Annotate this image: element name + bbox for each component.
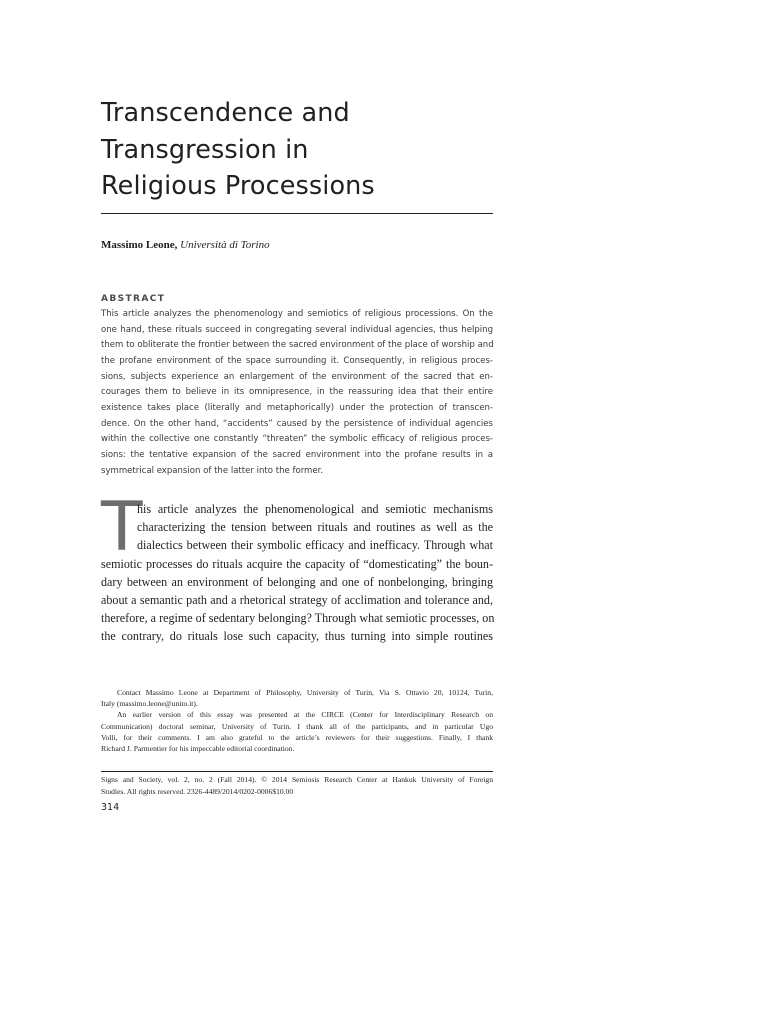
body-line: dary between an environment of belonging and one of nonbelonging, bringing — [101, 574, 493, 589]
citation-line: Studies. All rights reserved. 2326-4489/2014/0202-0006$10.00 — [101, 787, 294, 797]
abstract-line: This article analyzes the phenomenology and semiotics of religious processions. On the — [101, 309, 493, 319]
body-line: semiotic processes do rituals acquire the capacity of “domesticating” the boun- — [101, 556, 493, 571]
footnote-line: Contact Massimo Leone at Department of Philosophy, University of Turin, Via S. Ottavio 20, 10124, Turin, — [117, 688, 493, 697]
body-line: therefore, a regime of sedentary belonging? Through what semiotic processes, on — [101, 611, 495, 626]
abstract-text — [101, 307, 493, 479]
abstract-line: symmetrical expansion of the latter into the former. — [101, 465, 324, 476]
abstract-line: the profane environment of the space surrounding it. Consequently, in religious proces- — [101, 355, 493, 366]
author-line — [101, 238, 270, 252]
drop-cap: T — [101, 488, 143, 567]
article-title — [101, 95, 501, 205]
footnotes — [101, 687, 493, 754]
body-line: characterizing the tension between rituals and routines as well as the — [137, 520, 493, 535]
title-line: Transcendence and — [101, 98, 350, 128]
body-line: dialectics between their symbolic efficacy and inefficacy. Through what — [137, 538, 493, 553]
author-affiliation: Università di Torino — [180, 239, 270, 251]
footnote-line: Communication) doctoral seminar, University of Turin. I thank all of the participants, and in particular Ugo — [101, 721, 493, 731]
abstract-line: one hand, these rituals succeed in congregating several individual agencies, thus helping — [101, 324, 493, 335]
abstract-heading: ABSTRACT — [101, 294, 166, 304]
footnote-line: Richard J. Parmentier for his impeccable editorial coordination. — [101, 744, 295, 754]
citation-line: Signs and Society, vol. 2, no. 2 (Fall 2014). © 2014 Semiosis Research Center at Hankuk University of Foreign — [101, 775, 493, 784]
title-line: Transgression in — [101, 134, 309, 165]
body-text — [101, 500, 493, 646]
journal-citation — [101, 771, 493, 798]
footnote-line: Italy (massimo.leone@unito.it). — [101, 699, 198, 709]
body-line: about a semantic path and a rhetorical strategy of acclimation and tolerance and, — [101, 593, 493, 608]
abstract-line: within the collective one constantly “threaten” the symbolic efficacy of religious proces- — [101, 434, 493, 445]
body-line: his article analyzes the phenomenological and semiotic mechanisms — [137, 502, 493, 516]
author-name: Massimo Leone, — [101, 239, 178, 251]
abstract-line: existence takes place (literally and metaphorically) under the protection of transcen- — [101, 402, 493, 413]
abstract-line: them to obliterate the frontier between the sacred environment of the place of worship and — [101, 340, 494, 351]
abstract-line: courages them to believe in its omnipresence, in the reassuring idea that their entire — [101, 387, 493, 398]
abstract-line: sions: the tentative expansion of the sacred environment into the profane results in a — [101, 449, 493, 460]
footnote-line: Volli, for their comments. I am also grateful to the article’s reviewers for their suggestions. Finally, I thank — [101, 732, 493, 742]
abstract-line: sions, subjects experience an enlargement of the environment of the sacred that en- — [101, 371, 493, 382]
abstract-line: dence. On the other hand, “accidents” caused by the persistence of individual agencies — [101, 418, 493, 429]
body-line: the contrary, do rituals lose such capacity, thus turning into simple routines — [101, 629, 493, 644]
page-number: 314 — [101, 802, 120, 813]
title-line: Religious Processions — [101, 171, 375, 201]
footnote-line: An earlier version of this essay was presented at the CIRCE (Center for Interdisciplinary Research on — [117, 710, 493, 720]
title-divider — [101, 213, 493, 214]
